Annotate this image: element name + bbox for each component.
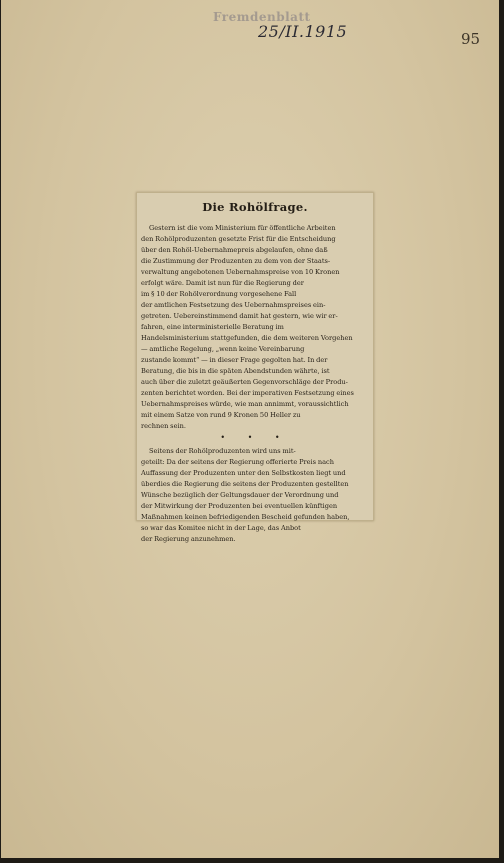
newspaper-clipping: [136, 192, 374, 543]
article-paragraph-2: Seitens der Rohölproduzenten wird uns mit- geteilt: Da der seitens der Regierung offerierte Preis nach Auffassung der Produzenten unter den Selbstkosten liegt und überdies die Regierung die seitens der Produzenten gestellten Wünsche bezüglich der Geltungsdauer der Verordnung und der Mitwirkung der Produzenten bei eventuellen künftigen Maßnahmen keinen befriedigenden Bescheid gefunden haben, so war das Komitee nicht in der Lage, das Anbot der Regierung anzunehmen.: [141, 447, 350, 543]
page-number: 95: [461, 30, 481, 48]
handwritten-date: 25/II.1915: [258, 22, 348, 41]
article-paragraph-1: Gestern ist die vom Ministerium für öffentliche Arbeiten den Rohölproduzenten gesetzte Frist für die Entscheidung über den Rohöl-Uebernahmepreis abgelaufen, ohne daß die Zustimmung der Produzenten zu dem von der Staats- verwaltung angebotenen Uebernahmspreise von 10 Kronen erfolgt wäre. Damit ist nun für die Regierung der im § 10 der Rohölverordnung vorgesehene Fall der amtlichen Festsetzung des Uebernahmspreises ein- getreten. Uebereinstimmend damit hat gestern, wie wir er- fahren, eine interministerielle Beratung im Handelsministerium stattgefunden, die dem weiteren Vorgehen — amtliche Regelung, „wenn keine Vereinbarung zustande kommt“ — in dieser Frage gegolten hat. In der Beratung, die bis in die späten Abendstunden währte, ist auch über die zuletzt geäußerten Gegenvorschläge der Produ- zenten berichtet worden. Bei der imperativen Festsetzung eines Uebernahmspreises würde, wie man annimmt, voraussichtlich mit einem Satze von rund 9 Kronen 50 Heller zu rechnen sein.: [141, 224, 354, 430]
newspaper-stamp: Fremdenblatt: [213, 10, 311, 24]
article-headline: Die Rohölfrage.: [202, 200, 308, 214]
section-separator: • • •: [220, 433, 290, 442]
archive-page: [1, 0, 499, 858]
